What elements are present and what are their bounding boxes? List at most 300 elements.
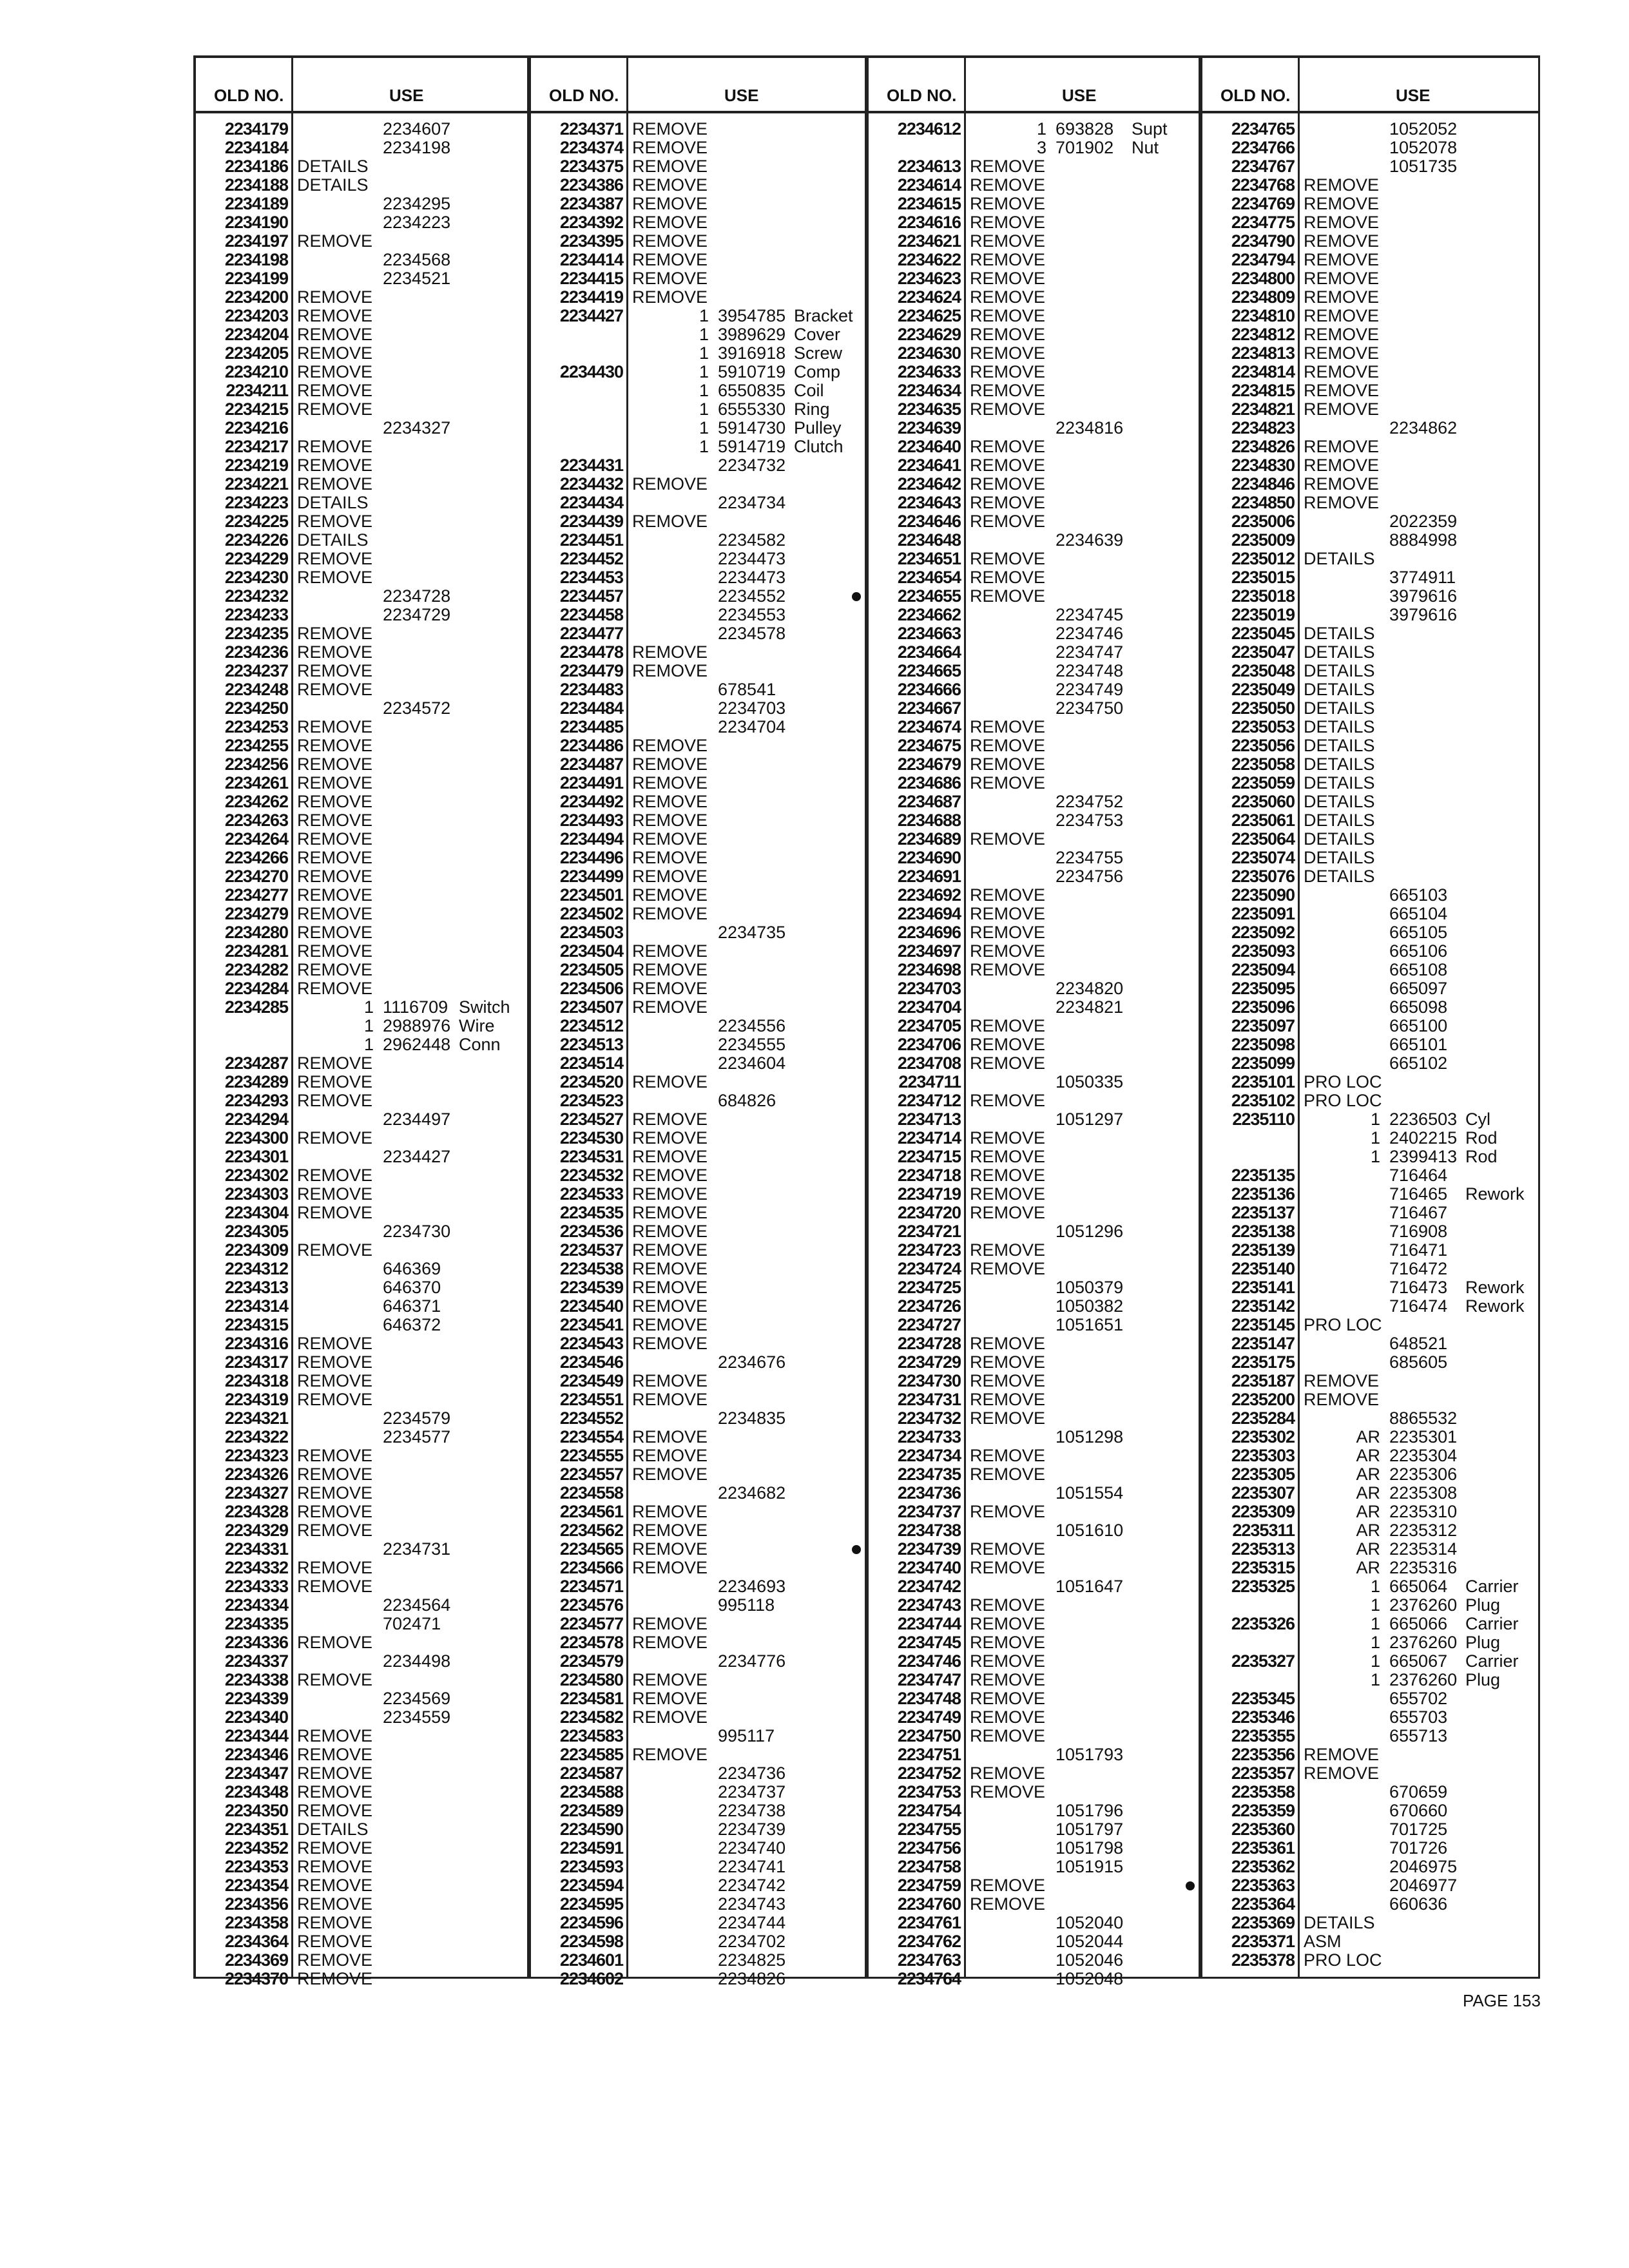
- replacement-number: 701726: [1389, 1838, 1448, 1858]
- replacement-number: 2234835: [718, 1408, 786, 1428]
- use-status: REMOVE: [297, 680, 373, 699]
- use-status: REMOVE: [297, 549, 373, 568]
- old-number: 2234179: [224, 119, 288, 139]
- table-row: [196, 718, 527, 736]
- column-group-3: [865, 58, 1199, 1988]
- use-status: REMOVE: [632, 138, 708, 157]
- table-row: [869, 288, 1199, 307]
- use-status: REMOVE: [297, 1857, 373, 1876]
- table-row: [869, 1876, 1199, 1895]
- old-number: 2235315: [1231, 1558, 1295, 1577]
- old-number: 2234314: [224, 1296, 288, 1316]
- table-row: [869, 1932, 1199, 1951]
- old-number: 2234769: [1231, 194, 1295, 213]
- use-status: DETAILS: [1304, 661, 1375, 680]
- old-number: 2234794: [1231, 250, 1295, 269]
- old-number: 2234767: [1231, 157, 1295, 176]
- old-number: 2234554: [559, 1427, 623, 1446]
- use-status: REMOVE: [297, 736, 373, 755]
- use-status: REMOVE: [297, 773, 373, 793]
- table-row: [531, 1895, 865, 1914]
- table-row: [531, 624, 865, 643]
- old-number: 2234761: [897, 1913, 961, 1932]
- old-number: 2235305: [1231, 1465, 1295, 1484]
- table-row: [196, 1465, 527, 1484]
- table-row: [1202, 1316, 1538, 1334]
- old-number: 2234499: [559, 867, 623, 886]
- old-number: 2234629: [897, 325, 961, 344]
- old-number: 2234294: [224, 1110, 288, 1129]
- use-status: REMOVE: [970, 885, 1046, 905]
- table-row: [1202, 1876, 1538, 1895]
- old-number: 2234375: [559, 157, 623, 176]
- old-number: 2235048: [1231, 661, 1295, 680]
- use-status: REMOVE: [970, 586, 1046, 606]
- old-number: 2234601: [559, 1950, 623, 1970]
- use-header: USE: [1062, 86, 1097, 105]
- old-number: 2235138: [1231, 1222, 1295, 1241]
- use-status: REMOVE: [970, 549, 1046, 568]
- old-number: 2234284: [224, 979, 288, 998]
- old-number: 2234541: [559, 1315, 623, 1334]
- old-number: 2234197: [224, 231, 288, 251]
- table-row: [869, 1689, 1199, 1708]
- table-row: [531, 1110, 865, 1129]
- old-number: 2235060: [1231, 792, 1295, 811]
- old-number: 2234215: [224, 399, 288, 419]
- use-status: REMOVE: [297, 325, 373, 344]
- table-row: [869, 1951, 1199, 1970]
- replacement-number: 2234555: [718, 1035, 786, 1054]
- old-number: 2235355: [1231, 1726, 1295, 1745]
- table-row: [869, 437, 1199, 456]
- old-number: 2234727: [897, 1315, 961, 1334]
- table-row: [531, 1914, 865, 1932]
- old-number: 2234593: [559, 1857, 623, 1876]
- old-number: 2234587: [559, 1763, 623, 1783]
- table-row: [869, 344, 1199, 363]
- old-number: 2234392: [559, 213, 623, 232]
- old-number: 2234555: [559, 1446, 623, 1465]
- old-number: 2234232: [224, 586, 288, 606]
- use-status: REMOVE: [297, 941, 373, 961]
- use-status: REMOVE: [632, 867, 708, 886]
- use-status: REMOVE: [1304, 343, 1380, 363]
- part-description: Cyl: [1465, 1110, 1490, 1129]
- replacement-number: 646372: [383, 1315, 441, 1334]
- use-status: REMOVE: [970, 343, 1046, 363]
- use-status: REMOVE: [297, 848, 373, 867]
- use-header: USE: [389, 86, 424, 105]
- table-row: [1202, 325, 1538, 344]
- table-row: [531, 1671, 865, 1689]
- use-status: REMOVE: [970, 1016, 1046, 1035]
- use-status: DETAILS: [1304, 642, 1375, 662]
- table-row: [869, 979, 1199, 998]
- table-row: [196, 849, 527, 867]
- use-status: REMOVE: [632, 941, 708, 961]
- use-status: REMOVE: [297, 1745, 373, 1764]
- table-row: [869, 1914, 1199, 1932]
- old-number: 2234340: [224, 1707, 288, 1727]
- use-status: REMOVE: [632, 829, 708, 849]
- table-row: [531, 1054, 865, 1073]
- table-row: [869, 1017, 1199, 1035]
- old-number: 2234666: [897, 680, 961, 699]
- old-number: 2235061: [1231, 811, 1295, 830]
- part-number: 2235316: [1389, 1558, 1458, 1577]
- use-status: REMOVE: [632, 1521, 708, 1540]
- replacement-number: 1052052: [1389, 119, 1458, 139]
- part-number: 3954785: [718, 306, 786, 325]
- old-number: 2234507: [559, 997, 623, 1017]
- old-number: 2234336: [224, 1633, 288, 1652]
- table-row: [869, 1577, 1199, 1596]
- use-status: ASM: [1304, 1932, 1342, 1951]
- old-number: 2234711: [898, 1072, 961, 1091]
- table-row: [1202, 867, 1538, 886]
- old-number: 2235187: [1231, 1371, 1295, 1390]
- old-number: 2234765: [1231, 119, 1295, 139]
- table-row: [531, 736, 865, 755]
- old-number: 2234758: [897, 1857, 961, 1876]
- table-row: [196, 1297, 527, 1316]
- table-row: [531, 1540, 865, 1559]
- table-row: [196, 1951, 527, 1970]
- table-row: [1202, 1633, 1538, 1652]
- table-row: [531, 1951, 865, 1970]
- use-status: REMOVE: [970, 269, 1046, 288]
- use-status: REMOVE: [297, 568, 373, 587]
- table-row: [869, 307, 1199, 325]
- table-row: [531, 1727, 865, 1745]
- table-row: [531, 1820, 865, 1839]
- table-row: [531, 961, 865, 979]
- table-row: [869, 1783, 1199, 1802]
- table-row: [196, 1708, 527, 1727]
- old-number: 2235058: [1231, 754, 1295, 774]
- old-number: 2234747: [897, 1670, 961, 1689]
- old-number: 2234739: [897, 1539, 961, 1559]
- table-row: [531, 923, 865, 942]
- old-number: 2234262: [224, 792, 288, 811]
- table-row: [869, 120, 1199, 139]
- table-row: [196, 288, 527, 307]
- table-row: [531, 886, 865, 905]
- use-status: REMOVE: [970, 456, 1046, 475]
- table-row: [531, 942, 865, 961]
- use-status: REMOVE: [970, 1184, 1046, 1204]
- table-row: [1202, 1951, 1538, 1970]
- table-row: [196, 325, 527, 344]
- use-status: REMOVE: [970, 960, 1046, 979]
- part-number: 2235312: [1389, 1521, 1458, 1540]
- old-number: 2235095: [1231, 979, 1295, 998]
- table-row: [869, 1633, 1199, 1652]
- old-number: 2234432: [559, 474, 623, 494]
- old-number: 2234309: [224, 1240, 288, 1260]
- table-row: [196, 531, 527, 550]
- old-number: 2234721: [897, 1222, 961, 1241]
- old-number: 2234540: [559, 1296, 623, 1316]
- replacement-number: 665097: [1389, 979, 1448, 998]
- table-row: [196, 1222, 527, 1241]
- table-row: [869, 213, 1199, 232]
- table-row: [1202, 1129, 1538, 1148]
- table-row: [531, 531, 865, 550]
- table-row: [196, 643, 527, 662]
- table-row: [531, 1278, 865, 1297]
- table-row: [1202, 624, 1538, 643]
- table-row: [196, 1521, 527, 1540]
- old-number: 2234630: [897, 343, 961, 363]
- use-status: REMOVE: [970, 325, 1046, 344]
- old-number: 2234595: [559, 1894, 623, 1914]
- table-row: [531, 288, 865, 307]
- part-description: Coil: [794, 381, 824, 400]
- old-number: 2234655: [897, 586, 961, 606]
- replacement-number: 2234744: [718, 1913, 786, 1932]
- old-number: 2235099: [1231, 1053, 1295, 1073]
- table-row: [869, 1091, 1199, 1110]
- replacement-number: 665104: [1389, 904, 1448, 923]
- use-status: REMOVE: [1304, 1745, 1380, 1764]
- old-number: 2234512: [559, 1016, 623, 1035]
- part-description: Plug: [1465, 1633, 1501, 1652]
- table-row: [531, 1091, 865, 1110]
- table-row: [869, 1615, 1199, 1633]
- part-description: Wire: [459, 1016, 495, 1035]
- table-row: [1202, 1596, 1538, 1615]
- old-number: 2234225: [224, 512, 288, 531]
- table-row: [1202, 961, 1538, 979]
- part-number: 2376260: [1389, 1670, 1458, 1689]
- use-status: REMOVE: [1304, 1390, 1380, 1409]
- use-status: DETAILS: [1304, 829, 1375, 849]
- old-number: 2234566: [559, 1558, 623, 1577]
- table-row: [196, 1802, 527, 1820]
- replacement-number: 1052044: [1055, 1932, 1124, 1951]
- replacement-number: 1051796: [1055, 1801, 1124, 1820]
- part-description: Nut: [1132, 138, 1159, 157]
- replacement-number: 8884998: [1389, 530, 1458, 550]
- table-row: [196, 1278, 527, 1297]
- table-row: [869, 1129, 1199, 1148]
- replacement-number: 665105: [1389, 923, 1448, 942]
- replacement-number: 2234821: [1055, 997, 1124, 1017]
- replacement-number: 2234639: [1055, 530, 1124, 550]
- old-number: 2234690: [897, 848, 961, 867]
- old-number: 2234264: [224, 829, 288, 849]
- table-row: [1202, 1521, 1538, 1540]
- part-description: Clutch: [794, 437, 843, 456]
- use-status: DETAILS: [1304, 549, 1375, 568]
- old-number: 2234713: [897, 1110, 961, 1129]
- table-row: [1202, 1727, 1538, 1745]
- old-number: 2234302: [224, 1166, 288, 1185]
- table-row: [1202, 139, 1538, 157]
- part-number: 693828: [1055, 119, 1114, 139]
- quantity: 1: [699, 437, 709, 456]
- table-row: [1202, 680, 1538, 699]
- table-row: [196, 1129, 527, 1148]
- use-status: REMOVE: [970, 1707, 1046, 1727]
- old-number: 2235053: [1231, 717, 1295, 736]
- use-status: REMOVE: [297, 1203, 373, 1222]
- use-status: REMOVE: [632, 1222, 708, 1241]
- table-row: [869, 680, 1199, 699]
- table-row: [531, 1372, 865, 1390]
- old-number: 2234335: [224, 1614, 288, 1633]
- old-number: 2234549: [559, 1371, 623, 1390]
- replacement-number: 646371: [383, 1296, 441, 1316]
- replacement-number: 1050335: [1055, 1072, 1124, 1091]
- use-status: REMOVE: [297, 1876, 373, 1895]
- table-row: [196, 1073, 527, 1091]
- old-number: 2234430: [559, 362, 623, 381]
- old-no-header: OLD NO.: [214, 86, 284, 105]
- table-row: [196, 1166, 527, 1185]
- part-description: Rod: [1465, 1147, 1498, 1166]
- use-status: DETAILS: [1304, 680, 1375, 699]
- replacement-number: 3774911: [1389, 568, 1456, 587]
- replacement-number: 2234579: [383, 1408, 451, 1428]
- old-number: 2234596: [559, 1913, 623, 1932]
- replacement-number: 1052046: [1055, 1950, 1124, 1970]
- old-number: 2234565: [559, 1539, 623, 1559]
- old-number: 2234745: [897, 1633, 961, 1652]
- old-number: 2234204: [224, 325, 288, 344]
- replacement-number: 2234427: [383, 1147, 451, 1166]
- table-row: [869, 736, 1199, 755]
- use-status: REMOVE: [297, 343, 373, 363]
- use-status: REMOVE: [297, 829, 373, 849]
- table-row: [196, 1689, 527, 1708]
- old-number: 2235364: [1231, 1894, 1295, 1914]
- replacement-number: 2234776: [718, 1651, 786, 1671]
- table-row: [531, 662, 865, 680]
- replacement-number: 716472: [1389, 1259, 1448, 1278]
- old-number: 2234503: [559, 923, 623, 942]
- quantity: 1: [1370, 1147, 1380, 1166]
- use-status: PRO LOC: [1304, 1091, 1382, 1110]
- use-status: REMOVE: [297, 1502, 373, 1521]
- old-number: 2235358: [1231, 1782, 1295, 1802]
- use-status: DETAILS: [297, 493, 369, 512]
- replacement-number: 716467: [1389, 1203, 1448, 1222]
- use-status: REMOVE: [632, 1558, 708, 1577]
- table-row: [869, 1148, 1199, 1166]
- old-number: 2234578: [559, 1633, 623, 1652]
- table-row: [531, 1633, 865, 1652]
- table-row: [1202, 1577, 1538, 1596]
- table-row: [1202, 606, 1538, 624]
- replacement-number: 995117: [718, 1726, 775, 1745]
- use-status: REMOVE: [970, 399, 1046, 419]
- old-number: 2234756: [897, 1838, 961, 1858]
- use-status: REMOVE: [632, 1446, 708, 1465]
- column-header: [1202, 58, 1538, 113]
- table-row: [531, 381, 865, 400]
- use-status: REMOVE: [297, 904, 373, 923]
- old-number: 2234200: [224, 287, 288, 307]
- old-number: 2234754: [897, 1801, 961, 1820]
- old-number: 2234654: [897, 568, 961, 587]
- table-row: [196, 606, 527, 624]
- part-number: 665064: [1389, 1577, 1448, 1596]
- old-number: 2234723: [897, 1240, 961, 1260]
- old-number: 2234533: [559, 1184, 623, 1204]
- use-status: REMOVE: [632, 661, 708, 680]
- old-number: 2234453: [559, 568, 623, 587]
- table-row: [869, 568, 1199, 587]
- table-row: [869, 1353, 1199, 1372]
- table-row: [1202, 251, 1538, 269]
- old-number: 2234210: [224, 362, 288, 381]
- use-status: REMOVE: [297, 1240, 373, 1260]
- table-row: [869, 400, 1199, 419]
- old-number: 2234289: [224, 1072, 288, 1091]
- use-status: REMOVE: [1304, 1371, 1380, 1390]
- table-row: [196, 269, 527, 288]
- old-number: 2235110: [1232, 1110, 1295, 1129]
- old-number: 2234374: [559, 138, 623, 157]
- table-row: [1202, 998, 1538, 1017]
- use-status: REMOVE: [632, 1614, 708, 1633]
- table-row: [531, 419, 865, 437]
- old-number: 2234266: [224, 848, 288, 867]
- old-number: 2235056: [1231, 736, 1295, 755]
- use-status: REMOVE: [632, 512, 708, 531]
- table-row: [869, 1110, 1199, 1129]
- table-row: [196, 1409, 527, 1428]
- old-number: 2235360: [1231, 1820, 1295, 1839]
- table-row: [1202, 1091, 1538, 1110]
- old-number: 2234821: [1231, 399, 1295, 419]
- use-status: REMOVE: [297, 474, 373, 494]
- old-number: 2234725: [897, 1278, 961, 1297]
- old-number: 2234679: [897, 754, 961, 774]
- use-status: REMOVE: [970, 250, 1046, 269]
- replacement-number: 2234825: [718, 1950, 786, 1970]
- old-number: 2235356: [1231, 1745, 1295, 1764]
- table-row: [196, 381, 527, 400]
- old-number: 2234477: [559, 624, 623, 643]
- quantity: 1: [699, 362, 709, 381]
- old-number: 2234364: [224, 1932, 288, 1951]
- old-number: 2235371: [1231, 1932, 1295, 1951]
- replacement-number: 2234862: [1389, 418, 1458, 437]
- quantity: 1: [1370, 1670, 1380, 1689]
- table-row: [1202, 1409, 1538, 1428]
- old-number: 2234280: [224, 923, 288, 942]
- table-row: [1202, 1278, 1538, 1297]
- table-row: [869, 624, 1199, 643]
- old-number: 2234759: [897, 1876, 961, 1895]
- old-number: 2234226: [224, 530, 288, 550]
- table-row: [869, 1652, 1199, 1671]
- use-status: REMOVE: [970, 437, 1046, 456]
- old-number: 2235302: [1231, 1427, 1295, 1446]
- table-row: [196, 1353, 527, 1372]
- table-row: [531, 1615, 865, 1633]
- table-row: [196, 699, 527, 718]
- table-row: [1202, 1297, 1538, 1316]
- old-number: 2234624: [897, 287, 961, 307]
- use-status: REMOVE: [632, 1259, 708, 1278]
- old-number: 2234188: [224, 175, 288, 195]
- table-row: [869, 251, 1199, 269]
